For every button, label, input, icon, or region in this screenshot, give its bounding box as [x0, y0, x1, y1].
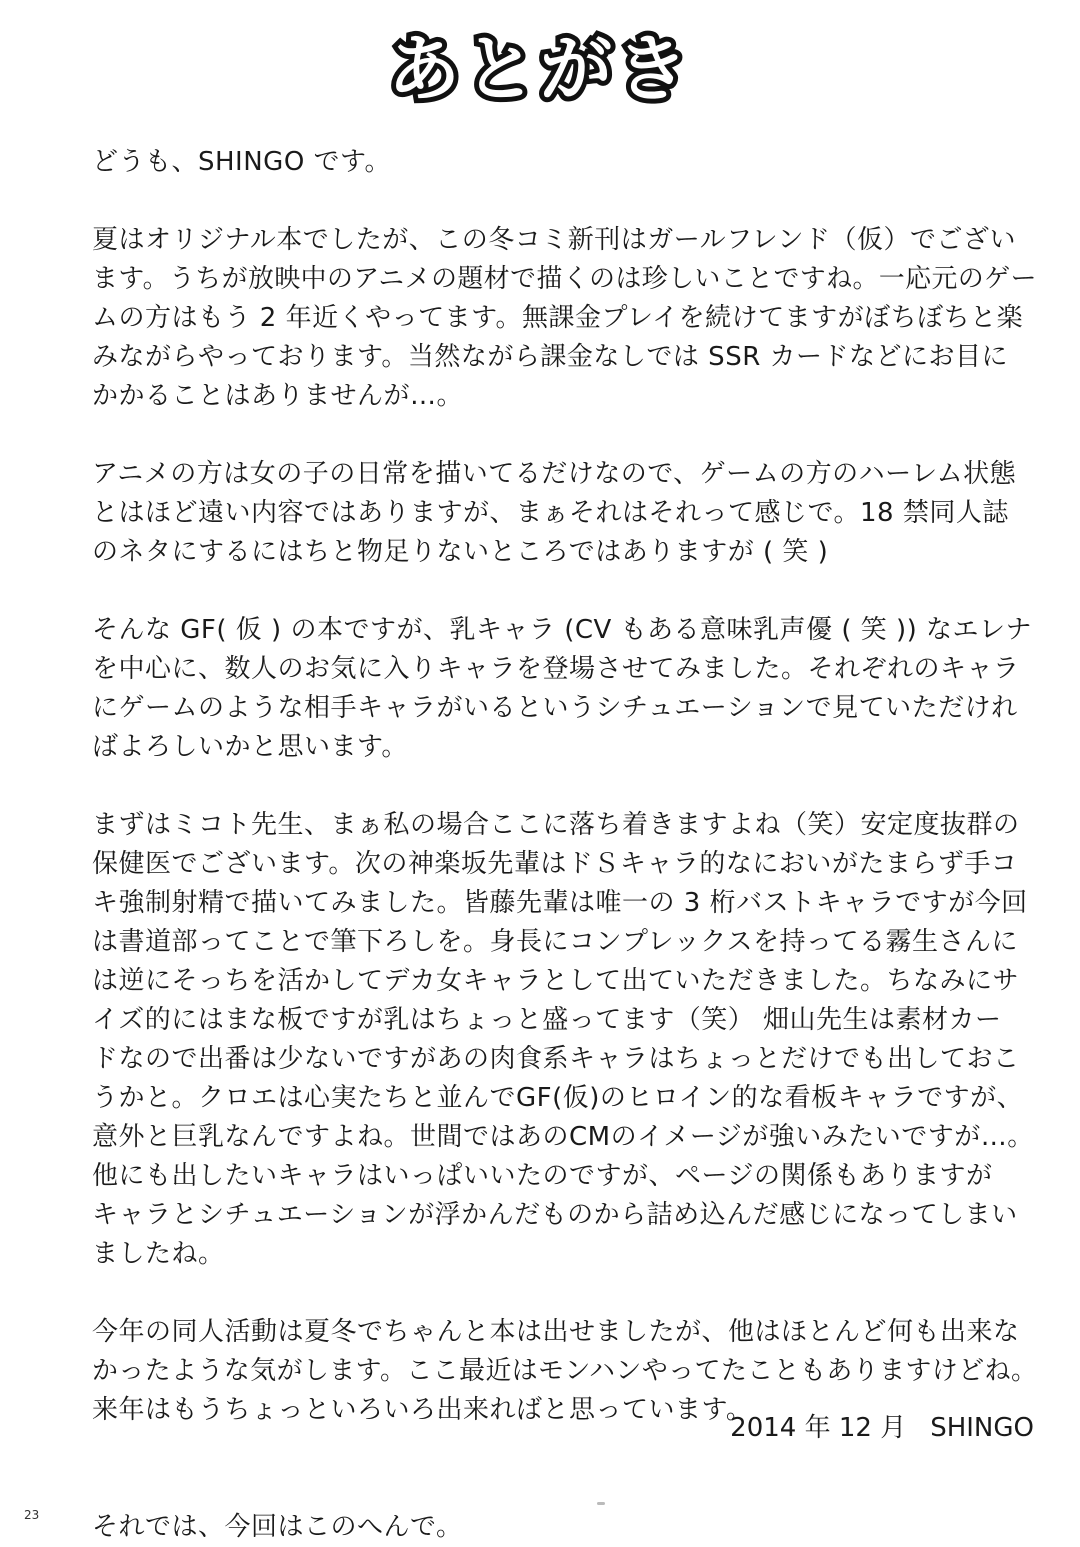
paragraph-gap [92, 1469, 1037, 1508]
text-line: それでは、今回はこのへんで。 [92, 1512, 463, 1542]
text-line: キ強制射精で描いてみました。皆藤先輩は唯一の 3 桁バストキャラですが今回 [92, 888, 1028, 918]
paragraph [92, 221, 1037, 416]
text-line: ドなので出番は少ないですがあの肉食系キャラはちょっとだけでも出しておこ [92, 1044, 1020, 1074]
text-line: 保健医でございます。次の神楽坂先輩はドＳキャラ的なにおいがたまらず手コ [92, 849, 1018, 879]
page-title: あとがき [387, 27, 692, 111]
text-line: イズ的にはまな板ですが乳はちょっと盛ってます（笑） 畑山先生は素材カー [92, 1005, 1002, 1035]
text-line: まずはミコト先生、まぁ私の場合ここに落ち着きますよね（笑）安定度抜群の [92, 810, 1020, 840]
text-line: うかと。クロエは心実たちと並んでGF(仮)のヒロイン的な看板キャラですが、 [92, 1083, 1024, 1113]
text-line: ムの方はもう 2 年近くやってます。無課金プレイを続けてますがぼちぼちと楽 [92, 303, 1024, 333]
page-number: 23 [24, 1508, 40, 1522]
text-line: かかることはありませんが…。 [92, 381, 464, 411]
text-line: にゲームのような相手キャラがいるというシチュエーションで見ていただけれ [92, 693, 1018, 723]
paragraph-gap [92, 767, 1037, 806]
text-line: のネタにするにはちと物足りないところではありますが ( 笑 ) [92, 537, 829, 567]
text-line: かったような気がします。ここ最近はモンハンやってたこともありますけどね。 [92, 1356, 1038, 1386]
paragraph [92, 806, 1037, 1274]
paragraph [92, 1508, 1037, 1547]
text-line: キャラとシチュエーションが浮かんだものから詰め込んだ感じになってしまい [92, 1200, 1018, 1230]
paragraph [92, 611, 1037, 767]
text-line: 来年はもうちょっといろいろ出来ればと思っています。 [92, 1395, 753, 1425]
date-signature [730, 1409, 1034, 1448]
text-line: とはほど遠い内容ではありますが、まぁそれはそれって感じで。18 禁同人誌 [92, 498, 1009, 528]
afterword-body [92, 143, 1037, 1547]
text-line: 他にも出したいキャラはいっぱいいたのですが、ページの関係もありますが [92, 1161, 993, 1191]
scan-speck [597, 1502, 605, 1505]
text-line: どうも、SHINGO です。 [92, 147, 391, 177]
text-line: は逆にそっちを活かしてデカ女キャラとして出ていただきました。ちなみにサ [92, 966, 1019, 996]
text-line: 意外と巨乳なんですよね。世間ではあのCMのイメージが強いみたいですが…。 [92, 1122, 1034, 1152]
paragraph-gap [92, 572, 1037, 611]
text-line: ばよろしいかと思います。 [92, 732, 408, 762]
text-line: 夏はオリジナル本でしたが、この冬コミ新刊はガールフレンド（仮）でござい [92, 225, 1016, 255]
paragraph [92, 455, 1037, 572]
text-line: ましたね。 [92, 1239, 225, 1269]
paragraph [92, 143, 1037, 182]
paragraph-gap [92, 416, 1037, 455]
text-line: 今年の同人活動は夏冬でちゃんと本は出せましたが、他はほとんど何も出来な [92, 1317, 1020, 1347]
signature-date: 2014 年 12 月 [730, 1413, 907, 1443]
paragraph-gap [92, 1274, 1037, 1313]
text-line: アニメの方は女の子の日常を描いてるだけなので、ゲームの方のハーレム状態 [92, 459, 1017, 489]
text-line: ます。うちが放映中のアニメの題材で描くのは珍しいことですね。一応元のゲー [92, 264, 1037, 294]
title-banner [0, 26, 1080, 112]
paragraph-gap [92, 182, 1037, 221]
text-line: は書道部ってことで筆下ろしを。身長にコンプレックスを持ってる霧生さんに [92, 927, 1018, 957]
text-line: を中心に、数人のお気に入りキャラを登場させてみました。それぞれのキャラ [92, 654, 1020, 684]
text-line: みながらやっております。当然ながら課金なしでは SSR カードなどにお目に [92, 342, 1009, 372]
signature-author: SHINGO [930, 1413, 1034, 1443]
text-line: そんな GF( 仮 ) の本ですが、乳キャラ (CV もある意味乳声優 ( 笑 )) なエレナ [92, 615, 1033, 645]
